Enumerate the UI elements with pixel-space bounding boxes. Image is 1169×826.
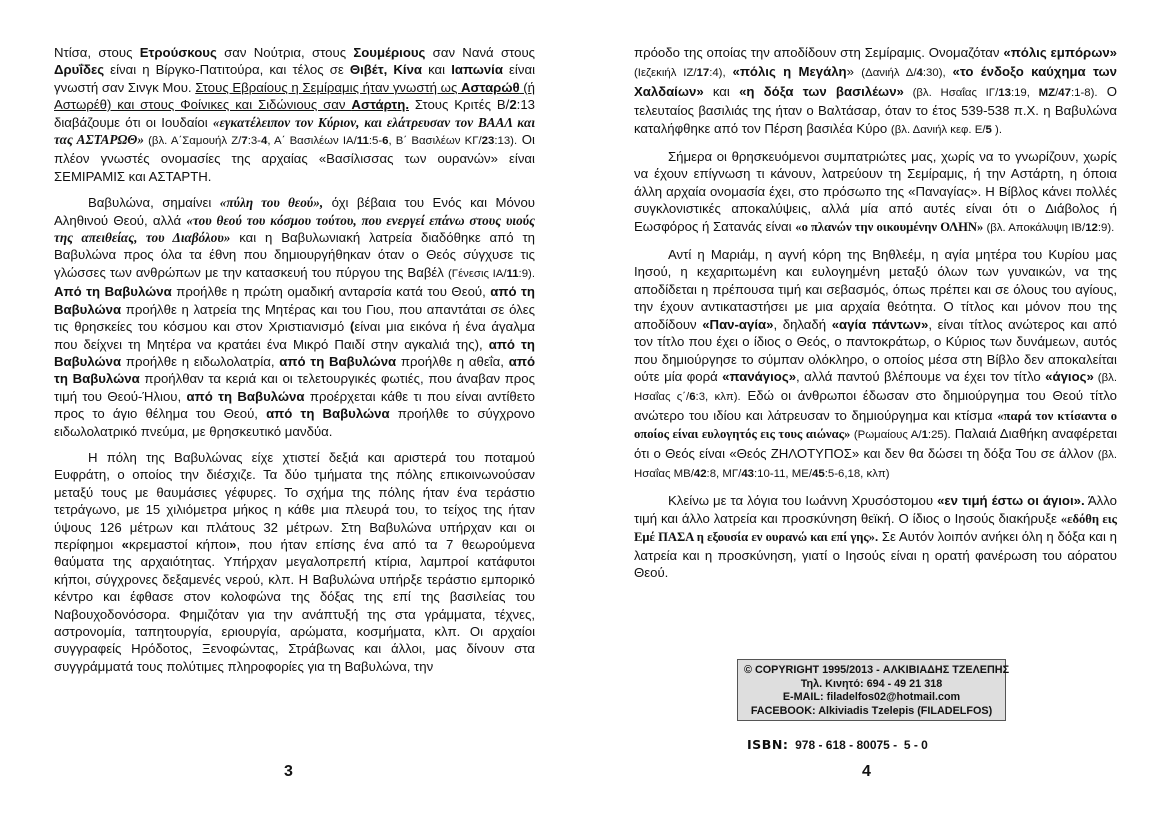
left-paragraph-2: Βαβυλώνα, σημαίνει «πύλη του θεού», όχι βέβαια του Ενός και Μόνου Αληθινού Θεού, αλλά «του θεού του κόσμου τούτου, που ενεργεί επάνω στους υιούς της απειθείας, του Διαβόλου» και η Βαβυλωνιακή λατρεία διαδόθηκε από τη Βαβυλώνα προς όλα τα έθνη που δημιουργήθηκαν όταν ο Θεός σύγχυσε τις γλώσσες των ανθρώπων με την κατασκευή του πύργου της Βαβέλ (Γένεσις ΙΑ/11:9). Από τη Βαβυλώνα προήλθε η πρώτη ομαδική ανταρσία κατά του Θεού, από τη Βαβυλώνα προήλθε η λατρεία της Μητέρας και του Γιου, που απαντάται σε όλες τις θρησκείες του κόσμου και στον Χριστιανισμό (είναι μια εικόνα ή ένα άγαλμα που δείχνει τη Μητέρα να κρατάει ένα Μικρό Παιδί στην αγκαλιά της), από τη Βαβυλώνα προήλθε η ειδωλολατρία, από τη Βαβυλώνα προήλθε η αθεΐα, από τη Βαβυλώνα προήλθαν τα κεριά και οι τελετουργικές φωτιές, που άναβαν προς τιμή του Θεού-Ήλιου, από τη Βαβυλώνα προέρχεται κάθε τι που είναι αντίθετο προς το άγιο θέλημα του Θεού, από τη Βαβυλώνα προήλθε το σύγχρονο ειδωλολατρικό πνεύμα, με θρησκευτικό μανδύα.: [54, 195, 536, 439]
scripture-quote: «εδόθη εις Εμέ ΠΑΣΑ η εξουσία εν ουρανώ και επί γης».: [634, 511, 1117, 545]
isbn: [747, 737, 928, 752]
scripture-quote: «πύλη του θεού»,: [219, 195, 324, 211]
copyright-box: [737, 659, 1010, 721]
scripture-quote: «εγκατέλειπον τον Κύριον, και ελάτρευσαν τον ΒΑΑΛ και τας ΑΣΤΑΡΩΘ»: [54, 114, 536, 148]
facebook-line: FACEBOOK: Alkiviadis Tzelepis (FILADELFOS): [750, 704, 993, 717]
right-paragraph-2: Σήμερα οι θρησκευόμενοι συμπατριώτες μας, χωρίς να το γνωρίζουν, χωρίς να έχουν επίγνωση τι κάνουν, λατρεύουν τη Σεμίραμις, ή την Αστάρτη, η όποια άλλη αρχαία ονομασία έχει, στο πρόσωπο της «Παναγίας». Η Βίβλος κάνει πολλές συγκλονιστικές αποκαλύψεις, αλλά μία από αυτές είναι ότι ο Διάβολος ή Εωσφόρος ή Σατανάς είναι «ο πλανών την οικουμένην ΟΛΗΝ» (βλ. Αποκάλυψη ΙΒ/12:9).: [634, 149, 1117, 234]
left-page: [54, 44, 535, 684]
left-paragraph-3: Η πόλη της Βαβυλώνας είχε χτιστεί δεξιά και αριστερά του ποταμού Ευφράτη, ο οποίος την διέσχιζε. Τα δύο τμήματα της πόλης επικοινωνούσαν μεταξύ τους με θαυμάσιες γέφυρες. Το σχήμα της πόλης ήταν ένα τεράστιο τετράγωνο, με 15 χιλιόμετρα μήκος η κάθε μια πλευρά του, το τείχος της ήταν ύψους 126 μέτρων και πλάτους 32 μέτρων. Στη Βαβυλώνα υπήρχαν και οι περίφημοι «κρεμαστοί κήποι», που ήταν επίσης ένα από τα 7 θεωρούμενα θαύματα της αρχαιότητας. Υπήρχαν μεγαλοπρεπή κτίρια, λαμπροί κατάφυτοι κήποι, σύγχρονες δεξαμενές νερού, κλπ. Η Βαβυλώνα υπήρξε τεράστιο εμπορικό κέντρο και έφθασε στον κολοφώνα της δόξας της επί της βασιλείας του Ναβουχοδονόσορα. Φημιζόταν για την ανάπτυξή της στα γράμματα, τέχνες, αστρονομία, ταπητουργία, εριουργία, αρώματα, κοσμήματα, κλπ. Οι αρχαίοι συγγραφείς Ηρόδοτος, Ξενοφώντας, Στράβωνας και άλλοι, μας δίνουν στα συγγράμματά τους πολύτιμες πληροφορίες για τη Βαβυλώνα, την: [54, 449, 535, 674]
scripture-quote: «παρά τον κτίσαντα ο οποίος είναι ευλογητός εις τους αιώνας»: [634, 408, 1117, 442]
right-page: [634, 44, 1117, 590]
right-paragraph-3: Αντί η Μαριάμ, η αγνή κόρη της Βηθλεέμ, η αγία μητέρα του Κυρίου μας Ιησού, η κεχαριτωμένη και ευλογημένη μεταξύ όλων των γυναικών, να της αποδίδεται η πρέπουσα τιμή και σεβασμός, όπως πρέπει και σε όλους του αγίους, την έχουν αντικαταστήσει με μια αρχαία θεότητα. Ο τίτλος και μόνον που της αποδίδουν «Παν-αγία», δηλαδή «αγία πάντων», είναι τίτλος ανώτερος και από τον τίτλο που έχει ο ίδιος ο Θεός, ο παντοκράτωρ, ο Κύριος των δυνάμεων, αυτός που δημιούργησε το σύμπαν ολόκληρο, ο οποίος μέσα στη Βίβλο δεν αποκαλείται ούτε μία φορά «πανάγιος», αλλά παντού βλέπουμε να έχει τον τίτλο «άγιος» (βλ. Ησαΐας ς΄/6:3, κλπ). Εδώ οι άνθρωποι έδωσαν στο δημιούργημα του Θεού τίτλο ανώτερο του ιδίου και λάτρευσαν το δημιούργημα και κτίσμα «παρά τον κτίσαντα ο οποίος είναι ευλογητός εις τους αιώνας» (Ρωμαίους Α/1:25). Παλαιά Διαθήκη αναφέρεται ότι ο Θεός είναι «Θεός ΖΗΛΟΤΥΠΟΣ» και δεν θα δώσει τη δόξα Του σε άλλον (βλ. Ησαΐας ΜΒ/42:8, ΜΓ/43:10-11, ΜΕ/45:5-6,18, κλπ): [634, 247, 1118, 480]
right-paragraph-4: Κλείνω με τα λόγια του Ιωάννη Χρυσόστομου «εν τιμή έστω οι άγιοι». Άλλο τιμή και άλλο λατρεία και προσκύνηση θεϊκή. Ο ίδιος ο Ιησούς διακήρυξε «εδόθη εις Εμέ ΠΑΣΑ η εξουσία εν ουρανώ και επί γης». Σε Αυτόν λοιπόν ανήκει όλη η δόξα και η λατρεία και η προσκύνηση, γιατί ο Ιησούς είναι η ορατή φανέρωση του αόρατου Θεού.: [634, 493, 1118, 580]
scripture-quote: «του θεού του κόσμου τούτου, που ενεργεί επάνω στους υιούς της απειθείας, του Διαβόλου»: [54, 212, 536, 246]
right-paragraph-1: πρόοδο της οποίας την αποδίδουν στη Σεμίραμις. Ονομαζόταν «πόλις εμπόρων» (Ιεζεκιήλ ΙΖ/17:4), «πόλις η Μεγάλη» (Δανιήλ Δ/4:30), «το ένδοξο καύχημα των Χαλδαίων» και «η δόξα των βασιλέων» (βλ. Ησαΐας ΙΓ/13:19, ΜΖ/47:1-8). Ο τελευταίος βασιλιάς της ήταν ο Βαλτάσαρ, όταν το έτος 539-538 π.Χ. η Βαβυλώνα καταλήφθηκε από τον Πέρση βασιλέα Κύρο (βλ. Δανιήλ κεφ. Ε/5 ).: [634, 45, 1118, 136]
scripture-quote: «ο πλανών την οικουμένην ΟΛΗΝ»: [795, 219, 984, 234]
left-paragraph-1: Ντίσα, στους Ετρούσκους σαν Νούτρια, στους Σουμέριους σαν Νανά στους Δρυΐδες είναι η Βίργκο-Πατιτούρα, και τέλος σε Θιβέτ, Κίνα και Ιαπωνία είναι γνωστή σαν Σινγκ Μου. Στους Εβραίους η Σεμίραμις ήταν γνωστή ως Ασταρώθ (ή Αστωρέθ) και στους Φοίνικες και Σιδώνιους σαν Αστάρτη. Στους Κριτές Β/2:13 διαβάζουμε ότι οι Ιουδαίοι «εγκατέλειπον τον Κύριον, και ελάτρευσαν τον ΒΑΑΛ και τας ΑΣΤΑΡΩΘ» (βλ. Α΄Σαμουήλ Ζ/7:3-4, Α΄ Βασιλέων ΙΑ/11:5-6, Β΄ Βασιλέων ΚΓ/23:13). Οι πλέον γνωστές ονομασίες της αρχαίας «Βασίλισσας των ουρανών» είναι ΣΕΜΙΡΑΜΙΣ και ΑΣΤΑΡΤΗ.: [54, 45, 536, 184]
isbn-label: ISBN:: [747, 737, 789, 752]
isbn-value: 978 - 618 - 80075 - 5 - 0: [788, 738, 928, 752]
phone-line: Τηλ. Κινητό: 694 - 49 21 318: [800, 677, 943, 690]
page-number-left: 3: [284, 763, 293, 780]
copyright-line: © COPYRIGHT 1995/2013 - ΑΛΚΙΒΙΑΔΗΣ ΤΖΕΛΕΠΗΣ: [744, 664, 1010, 676]
page-number-right: 4: [862, 763, 871, 780]
email-line: E-MAIL: filadelfos02@hotmail.com: [782, 691, 961, 703]
